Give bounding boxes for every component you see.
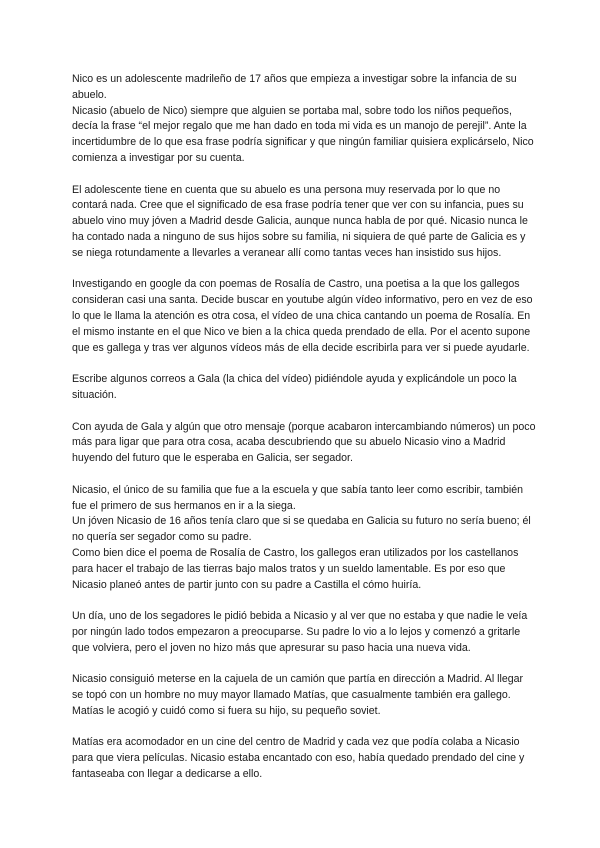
paragraph-6-line-2: Un jóven Nicasio de 16 años tenía claro que si se quedaba en Galicia su futuro no sería bueno; él no quería ser segador como su padre. <box>72 515 531 544</box>
paragraph-1-line-2: Nicasio (abuelo de Nico) siempre que alguien se portaba mal, sobre todo los niños pequeños, decía la frase “el mejor regalo que me han dado en toda mi vida es un manojo de perejil”. Ante la incertidumbre de lo que esa frase podría significar y que ningún familiar quisiera explicárselo, Nico comienza a investigar por su cuenta. <box>72 104 534 164</box>
paragraph-2 <box>72 183 536 262</box>
paragraph-6-line-3: Como bien dice el poema de Rosalía de Castro, los gallegos eran utilizados por los castellanos para hacer el trabajo de las tierras bajo malos tratos y un sueldo lamentable. Es por eso que Nicasio planeó antes de partir junto con su padre a Castilla el cómo huiría. <box>72 546 519 591</box>
paragraph-2-line-1: El adolescente tiene en cuenta que su abuelo es una persona muy reservada por lo que no contará nada. Cree que el significado de esa frase podría tener que ver con su infancia, pues su abuelo vino muy jóven a Madrid desde Galicia, aunque nunca habla de por qué. Nicasio nunca le ha contado nada a ninguno de sus hijos sobre su familia, ni siquiera de qué parte de Galicia es y se niega rotundamente a llevarles a veranear allí como tantas veces han insistido sus hijos. <box>72 183 528 259</box>
paragraph-6 <box>72 483 536 594</box>
paragraph-3-line-1: Investigando en google da con poemas de Rosalía de Castro, una poetisa a la que los gallegos consideran casi una santa. Decide buscar en youtube algún vídeo informativo, pero en vez de eso lo que le llama la atención es otra cosa, el vídeo de una chica cantando un poema de Rosalía. En el mismo instante en el que Nico ve bien a la chica queda prendado de ella. Por el acento supone que es gallega y tras ver algunos vídeos más de ella decide escribirla para ver si puede ayudarle. <box>72 278 533 354</box>
paragraph-6-line-1: Nicasio, el único de su familia que fue a la escuela y que sabía tanto leer como escribir, también fue el primero de sus hermanos en ir a la siega. <box>72 483 524 512</box>
paragraph-1-line-1: Nico es un adolescente madrileño de 17 años que empieza a investigar sobre la infancia de su abuelo. <box>72 73 517 101</box>
paragraph-4-line-1: Escribe algunos correos a Gala (la chica del vídeo) pidiéndole ayuda y explicándole un poco la situación. <box>72 373 517 401</box>
paragraph-1 <box>72 72 536 167</box>
paragraph-9 <box>72 735 536 782</box>
paragraph-8-line-1: Nicasio consiguió meterse en la cajuela de un camión que partía en dirección a Madrid. Al llegar se topó con un hombre no muy mayor llamado Matías, que casualmente también era gallego. Matías le acogió y cuidó como si fuera su hijo, su pequeño soviet. <box>72 673 524 717</box>
paragraph-8 <box>72 672 536 719</box>
paragraph-7-line-1: Un día, uno de los segadores le pidió bebida a Nicasio y al ver que no estaba y que nadie le veía por ningún lado todos empezaron a preocuparse. Su padre lo vio a lo lejos y comenzó a gritarle que volviera, pero el joven no hizo más que apresurar su paso hacia una nueva vida. <box>72 610 528 654</box>
paragraph-5 <box>72 420 536 467</box>
paragraph-3 <box>72 277 536 356</box>
paragraph-9-line-1: Matías era acomodador en un cine del centro de Madrid y cada vez que podía colaba a Nicasio para que viera películas. Nicasio estaba encantado con eso, había quedado prendado del cine y fantaseaba con llegar a dedicarse a ello. <box>72 736 525 781</box>
document-page <box>72 72 536 799</box>
paragraph-5-line-1: Con ayuda de Gala y algún que otro mensaje (porque acabaron intercambiando números) un poco más para ligar que para otra cosa, acaba descubriendo que su abuelo Nicasio vino a Madrid huyendo del futuro que le esperaba en Galicia, ser segador. <box>72 420 536 465</box>
paragraph-7 <box>72 609 536 656</box>
paragraph-4 <box>72 372 536 404</box>
